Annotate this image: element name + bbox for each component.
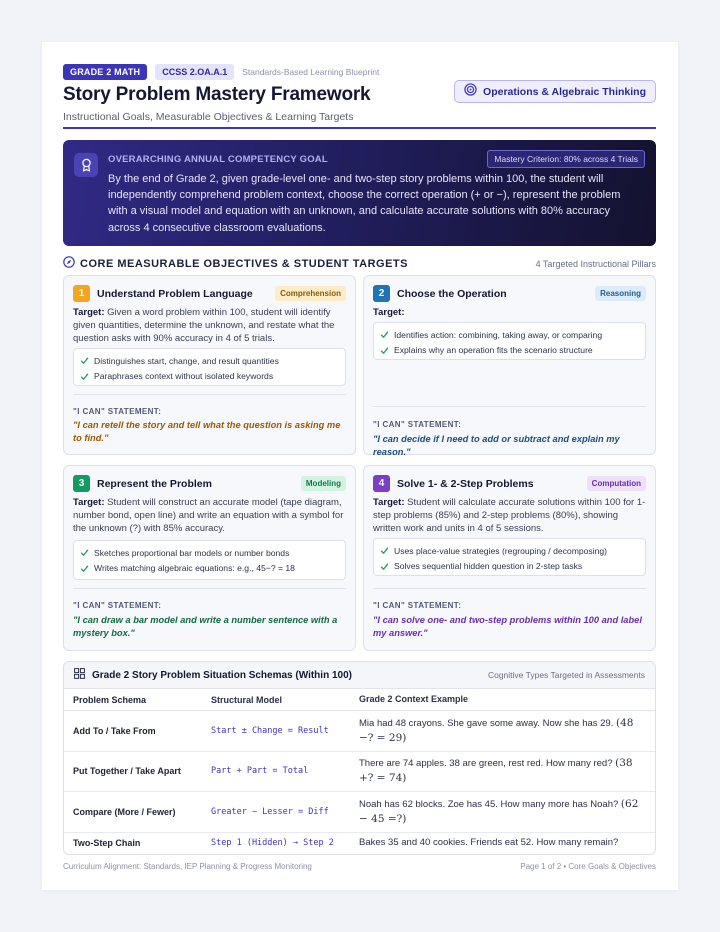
example-text: There are 74 apples. 38 are green, rest red. How many red? [359,758,616,770]
check-icon [80,548,89,557]
objective-checklist [73,540,346,580]
objective-title: Understand Problem Language [97,288,253,300]
domain-badge [454,80,656,103]
column-header: Structural Model [211,694,283,705]
list-item-text: Identifies action: combining, taking away, or comparing [394,329,603,340]
page-content [63,64,656,871]
card-divider [73,394,346,395]
pillars-count: 4 Targeted Instructional Pillars [535,259,656,269]
objective-number: 1 [73,285,90,302]
objective-checklist [73,348,346,386]
objective-card-2 [363,275,656,455]
mastery-criterion-badge: Mastery Criterion: 80% across 4 Trials [487,150,645,168]
example-cell [359,835,655,850]
table-row [64,792,655,833]
list-item [380,559,645,575]
check-icon [80,356,89,365]
objective-title: Represent the Problem [97,478,212,490]
objective-target [73,496,346,535]
schema-cell: Add To / Take From [73,725,156,736]
goal-text: By the end of Grade 2, given grade-level one- and two-step story problems within 100, the student will independently comprehend problem context, choose the correct operation (+ or −), represent the problem with a visual model and equation with an unknown, and calculate accurate solutions with 80% accuracy across 4 consecutive classroom evaluations. [108,173,621,234]
objective-checklist [373,538,646,576]
table-row [64,752,655,793]
objective-card-1 [63,275,356,455]
target-label: Target: [73,307,105,318]
example-cell [359,797,655,827]
check-icon [380,346,389,355]
example-cell [359,716,655,746]
page-title: Story Problem Mastery Framework [63,84,371,105]
objective-target [373,496,646,535]
check-icon [80,564,89,573]
column-header: Problem Schema [73,694,147,705]
target-text: Student will construct an accurate model (tape diagram, number bond, open line) and write an equation with a symbol for the unknown (?) with 85% accuracy. [73,497,344,534]
objective-number: 3 [73,475,90,492]
i-can-statement: "I can draw a bar model and write a number sentence with a mystery box." [73,615,338,638]
card-divider [73,588,346,589]
check-icon [80,372,89,381]
target-label: Target: [73,497,105,508]
model-cell: Step 1 (Hidden) → Step 2 [211,837,334,848]
objective-card-3 [63,465,356,651]
example-cell [359,756,655,786]
list-item-text: Distinguishes start, change, and result quantities [94,355,279,366]
i-can-label: "I CAN" STATEMENT: [73,407,162,416]
objective-badge: Computation [587,476,646,491]
table-note: Cognitive Types Targeted in Assessments [487,670,645,680]
list-item [80,545,345,561]
list-item [380,327,645,343]
table-header-bar [64,662,655,689]
example-equation: (62 − 45 =?) [359,797,639,825]
example-equation: (38 +? = 74) [359,757,633,785]
page-footer [63,862,656,871]
target-label: Target: [373,307,405,318]
objectives-section-header [63,257,656,271]
model-cell: Start ± Change = Result [211,725,329,736]
check-icon [380,562,389,571]
card-divider [373,406,646,407]
list-item [380,343,645,359]
objective-number: 2 [373,285,390,302]
list-item-text: Explains why an operation fits the scenario structure [394,345,593,356]
schema-table [63,661,656,855]
column-header: Grade 2 Context Example [359,694,469,704]
list-item-text: Writes matching algebraic equations: e.g., 45−? = 18 [94,563,295,574]
target-label: Target: [373,497,405,508]
schema-cell: Compare (More / Fewer) [73,806,176,817]
check-icon [380,330,389,339]
target-text: Student will calculate accurate solutions within 100 for 1-step problems (85%) and 2-step problems (80%), showing written work and units in 4 of 5 sessions. [373,497,646,534]
i-can-statement: "I can retell the story and tell what the question is asking me to find." [73,420,341,443]
i-can-label: "I CAN" STATEMENT: [373,420,462,429]
target-text: Given a word problem within 100, student will identify given quantities, determine the unknown, and restate what the question asks with 90% accuracy in 4 of 5 trials. [73,307,335,344]
i-can-label: "I CAN" STATEMENT: [373,601,462,610]
objectives-section-title: CORE MEASURABLE OBJECTIVES & STUDENT TARGETS [80,258,408,270]
footer-page-number: Page 1 of 2 • Core Goals & Objectives [520,862,656,871]
table-row [64,833,655,853]
schema-cell: Two-Step Chain [73,837,141,848]
grade-tag: GRADE 2 MATH [63,64,147,80]
list-item-text: Uses place-value strategies (regrouping / decomposing) [394,545,608,556]
objective-title: Solve 1- & 2-Step Problems [397,478,534,490]
list-item [80,369,345,385]
objective-number: 4 [373,475,390,492]
example-text: Mia had 48 crayons. She gave some away. Now she has 29. [359,717,616,729]
objective-badge: Reasoning [595,286,646,301]
list-item [80,561,345,577]
list-item [80,353,345,369]
goal-heading: OVERARCHING ANNUAL COMPETENCY GOAL [108,154,328,165]
objective-title: Choose the Operation [397,288,507,300]
compass-icon [63,255,75,273]
example-equation: (48 −? = 29) [359,716,634,744]
list-item-text: Solves sequential hidden question in 2-step tasks [394,561,583,572]
card-divider [373,588,646,589]
annual-goal-banner [63,140,656,246]
footer-alignment: Curriculum Alignment: Standards, IEP Planning & Progress Monitoring [63,862,312,871]
objective-checklist [373,322,646,360]
header-divider [63,127,656,129]
list-item [380,543,645,559]
grid-icon [74,666,85,684]
target-icon [464,83,477,101]
objective-card-4 [363,465,656,651]
model-cell: Part + Part = Total [211,766,309,777]
i-can-statement: "I can solve one- and two-step problems within 100 and label my answer." [373,615,642,638]
table-column-headers [64,689,655,711]
example-text: Noah has 62 blocks. Zoe has 45. How many more has Noah? [359,798,621,810]
page-subtitle: Instructional Goals, Measurable Objectives & Learning Targets [63,111,354,123]
list-item-text: Sketches proportional bar models or number bonds [94,547,290,558]
table-title: Grade 2 Story Problem Situation Schemas (Within 100) [92,669,352,681]
objective-badge: Modeling [301,476,346,491]
i-can-label: "I CAN" STATEMENT: [73,601,162,610]
document-page [42,42,678,890]
header-tags [63,64,656,80]
domain-label: Operations & Algebraic Thinking [483,85,646,98]
objective-target [373,306,646,319]
award-icon [74,153,98,177]
objective-target [73,306,346,345]
standard-tag: CCSS 2.OA.A.1 [155,64,234,80]
blueprint-label: Standards-Based Learning Blueprint [242,67,380,77]
table-row [64,711,655,752]
schema-cell: Put Together / Take Apart [73,766,181,777]
example-text: Bakes 35 and 40 cookies. Friends eat 52. How many remain? [359,837,619,848]
objective-badge: Comprehension [275,286,346,301]
list-item-text: Paraphrases context without isolated keywords [94,371,274,382]
i-can-statement: "I can decide if I need to add or subtract and explain my reason." [373,434,620,457]
model-cell: Greater − Lesser = Diff [211,806,329,817]
check-icon [380,546,389,555]
